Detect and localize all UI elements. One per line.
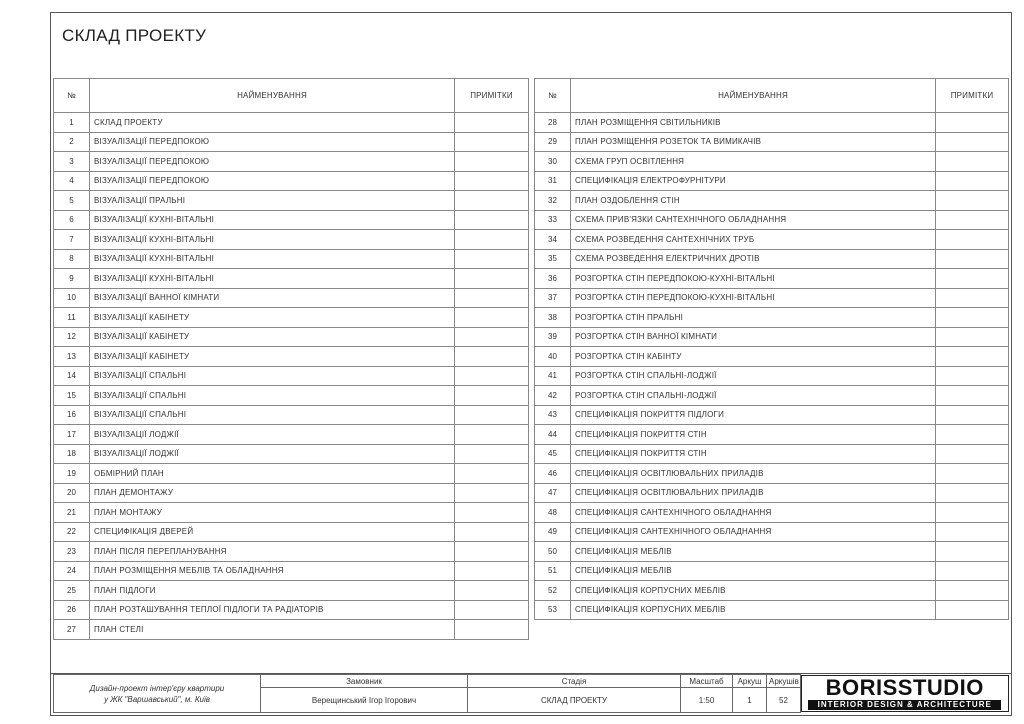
row-name: ВІЗУАЛІЗАЦІЇ КАБІНЕТУ xyxy=(90,308,455,328)
row-name: РОЗГОРТКА СТІН ПЕРЕДПОКОЮ-КУХНІ-ВІТАЛЬНІ xyxy=(571,288,936,308)
row-number: 22 xyxy=(54,522,90,542)
row-notes xyxy=(455,522,529,542)
sheets-value: 52 xyxy=(767,688,801,713)
row-notes xyxy=(936,600,1009,620)
table-row xyxy=(535,600,1009,620)
row-number: 17 xyxy=(54,425,90,445)
row-number: 9 xyxy=(54,269,90,289)
row-name: ВІЗУАЛІЗАЦІЇ СПАЛЬНІ xyxy=(90,366,455,386)
row-name: СКЛАД ПРОЕКТУ xyxy=(90,113,455,133)
table-row xyxy=(535,522,1009,542)
row-name: ВІЗУАЛІЗАЦІЇ ПЕРЕДПОКОЮ xyxy=(90,132,455,152)
row-name: СХЕМА РОЗВЕДЕННЯ ЕЛЕКТРИЧНИХ ДРОТІВ xyxy=(571,249,936,269)
row-number: 40 xyxy=(535,347,571,367)
row-name: РОЗГОРТКА СТІН КАБІНТУ xyxy=(571,347,936,367)
row-name: РОЗГОРТКА СТІН ПЕРЕДПОКОЮ-КУХНІ-ВІТАЛЬНІ xyxy=(571,269,936,289)
row-name: СПЕЦИФІКАЦІЯ ПОКРИТТЯ СТІН xyxy=(571,425,936,445)
row-name: ВІЗУАЛІЗАЦІЇ ПЕРЕДПОКОЮ xyxy=(90,171,455,191)
row-number: 21 xyxy=(54,503,90,523)
table-row xyxy=(54,503,529,523)
table-row xyxy=(54,620,529,640)
table-row xyxy=(54,288,529,308)
row-number: 46 xyxy=(535,464,571,484)
table-row xyxy=(54,249,529,269)
sheets-label: Аркушів xyxy=(767,675,801,688)
table-row xyxy=(54,152,529,172)
row-name: ПЛАН ПІСЛЯ ПЕРЕПЛАНУВАННЯ xyxy=(90,542,455,562)
row-number: 53 xyxy=(535,600,571,620)
row-number: 30 xyxy=(535,152,571,172)
table-row xyxy=(535,386,1009,406)
row-number: 33 xyxy=(535,210,571,230)
table-row xyxy=(54,210,529,230)
row-number: 28 xyxy=(535,113,571,133)
row-name: ПЛАН ОЗДОБЛЕННЯ СТІН xyxy=(571,191,936,211)
table-row xyxy=(535,366,1009,386)
row-number: 12 xyxy=(54,327,90,347)
table-row xyxy=(535,503,1009,523)
table-row xyxy=(54,327,529,347)
logo-cell xyxy=(801,675,1009,713)
row-name: РОЗГОРТКА СТІН СПАЛЬНІ-ЛОДЖІЇ xyxy=(571,366,936,386)
row-notes xyxy=(455,347,529,367)
row-name: СПЕЦИФІКАЦІЯ ДВЕРЕЙ xyxy=(90,522,455,542)
row-name: СПЕЦИФІКАЦІЯ САНТЕХНІЧНОГО ОБЛАДНАННЯ xyxy=(571,522,936,542)
row-notes xyxy=(936,210,1009,230)
row-name: ВІЗУАЛІЗАЦІЇ СПАЛЬНІ xyxy=(90,405,455,425)
row-number: 1 xyxy=(54,113,90,133)
row-name: ВІЗУАЛІЗАЦІЇ СПАЛЬНІ xyxy=(90,386,455,406)
row-notes xyxy=(455,249,529,269)
contents-table-left xyxy=(53,78,529,640)
table-row xyxy=(54,444,529,464)
scale-value: 1:50 xyxy=(681,688,733,713)
table-row xyxy=(54,113,529,133)
row-notes xyxy=(936,405,1009,425)
project-description xyxy=(54,675,261,713)
contents-table-right xyxy=(534,78,1009,620)
row-name: ВІЗУАЛІЗАЦІЇ ЛОДЖІЇ xyxy=(90,444,455,464)
row-notes xyxy=(455,308,529,328)
row-number: 5 xyxy=(54,191,90,211)
table-row xyxy=(54,308,529,328)
row-number: 50 xyxy=(535,542,571,562)
row-number: 26 xyxy=(54,600,90,620)
row-number: 32 xyxy=(535,191,571,211)
row-name: ПЛАН РОЗМІЩЕННЯ МЕБЛІВ ТА ОБЛАДНАННЯ xyxy=(90,561,455,581)
table-row xyxy=(54,366,529,386)
table-row xyxy=(535,269,1009,289)
row-notes xyxy=(936,152,1009,172)
header-notes: ПРИМІТКИ xyxy=(455,79,529,113)
stage-label: Стадія xyxy=(468,675,681,688)
row-number: 49 xyxy=(535,522,571,542)
table-row xyxy=(54,191,529,211)
row-notes xyxy=(455,581,529,601)
table-row xyxy=(535,444,1009,464)
row-number: 38 xyxy=(535,308,571,328)
row-number: 24 xyxy=(54,561,90,581)
row-name: РОЗГОРТКА СТІН ВАННОЇ КІМНАТИ xyxy=(571,327,936,347)
row-name: СХЕМА РОЗВЕДЕННЯ САНТЕХНІЧНИХ ТРУБ xyxy=(571,230,936,250)
row-number: 43 xyxy=(535,405,571,425)
table-row xyxy=(54,405,529,425)
row-name: ПЛАН РОЗМІЩЕННЯ РОЗЕТОК ТА ВИМИКАЧІВ xyxy=(571,132,936,152)
row-number: 16 xyxy=(54,405,90,425)
row-number: 29 xyxy=(535,132,571,152)
table-row xyxy=(535,191,1009,211)
row-number: 31 xyxy=(535,171,571,191)
row-name: СПЕЦИФІКАЦІЯ ЕЛЕКТРОФУРНІТУРИ xyxy=(571,171,936,191)
project-line-1: Дизайн-проект інтер'єру квартири xyxy=(89,683,225,693)
row-notes xyxy=(455,483,529,503)
table-row xyxy=(54,483,529,503)
row-name: СХЕМА ГРУП ОСВІТЛЕННЯ xyxy=(571,152,936,172)
row-name: ВІЗУАЛІЗАЦІЇ ЛОДЖІЇ xyxy=(90,425,455,445)
table-row xyxy=(54,132,529,152)
title-block xyxy=(53,674,1009,713)
row-notes xyxy=(455,405,529,425)
logo-main-text: BORISSTUDIO xyxy=(825,675,984,700)
row-name: СПЕЦИФІКАЦІЯ КОРПУСНИХ МЕБЛІВ xyxy=(571,581,936,601)
row-number: 14 xyxy=(54,366,90,386)
row-name: ВІЗУАЛІЗАЦІЇ КУХНІ-ВІТАЛЬНІ xyxy=(90,210,455,230)
row-notes xyxy=(936,542,1009,562)
row-notes xyxy=(455,171,529,191)
table-row xyxy=(535,464,1009,484)
row-name: СХЕМА ПРИВ'ЯЗКИ САНТЕХНІЧНОГО ОБЛАДНАННЯ xyxy=(571,210,936,230)
row-number: 42 xyxy=(535,386,571,406)
row-number: 6 xyxy=(54,210,90,230)
row-number: 37 xyxy=(535,288,571,308)
table-row xyxy=(54,522,529,542)
row-number: 36 xyxy=(535,269,571,289)
row-notes xyxy=(455,113,529,133)
row-notes xyxy=(455,542,529,562)
row-name: ПЛАН ПІДЛОГИ xyxy=(90,581,455,601)
row-name: ВІЗУАЛІЗАЦІЇ ПРАЛЬНІ xyxy=(90,191,455,211)
table-row xyxy=(54,581,529,601)
row-name: ПЛАН РОЗТАШУВАННЯ ТЕПЛОЇ ПІДЛОГИ ТА РАДІАТОРІВ xyxy=(90,600,455,620)
row-number: 19 xyxy=(54,464,90,484)
row-notes xyxy=(455,366,529,386)
row-notes xyxy=(936,386,1009,406)
sheet-value: 1 xyxy=(733,688,767,713)
table-row xyxy=(535,483,1009,503)
row-name: ПЛАН ДЕМОНТАЖУ xyxy=(90,483,455,503)
row-name: ВІЗУАЛІЗАЦІЇ КАБІНЕТУ xyxy=(90,327,455,347)
row-number: 41 xyxy=(535,366,571,386)
row-notes xyxy=(455,132,529,152)
row-notes xyxy=(455,230,529,250)
table-row xyxy=(535,327,1009,347)
row-notes xyxy=(455,503,529,523)
table-row xyxy=(535,132,1009,152)
row-notes xyxy=(455,561,529,581)
row-name: ВІЗУАЛІЗАЦІЇ КАБІНЕТУ xyxy=(90,347,455,367)
row-notes xyxy=(936,483,1009,503)
table-row xyxy=(54,347,529,367)
table-row xyxy=(54,269,529,289)
header-num: № xyxy=(54,79,90,113)
row-notes xyxy=(936,269,1009,289)
row-name: ВІЗУАЛІЗАЦІЇ КУХНІ-ВІТАЛЬНІ xyxy=(90,269,455,289)
page-title: СКЛАД ПРОЕКТУ xyxy=(62,26,207,45)
table-row xyxy=(54,386,529,406)
table-header-row xyxy=(535,79,1009,113)
row-notes xyxy=(936,191,1009,211)
row-notes xyxy=(455,288,529,308)
row-number: 35 xyxy=(535,249,571,269)
header-num: № xyxy=(535,79,571,113)
client-label: Замовник xyxy=(261,675,468,688)
table-row xyxy=(535,230,1009,250)
row-number: 25 xyxy=(54,581,90,601)
row-name: СПЕЦИФІКАЦІЯ ПОКРИТТЯ ПІДЛОГИ xyxy=(571,405,936,425)
logo-sub-text: INTERIOR DESIGN & ARCHITECTURE xyxy=(808,700,1001,710)
row-notes xyxy=(455,464,529,484)
header-name: НАЙМЕНУВАННЯ xyxy=(90,79,455,113)
row-number: 8 xyxy=(54,249,90,269)
row-name: СПЕЦИФІКАЦІЯ КОРПУСНИХ МЕБЛІВ xyxy=(571,600,936,620)
row-notes xyxy=(936,561,1009,581)
row-number: 18 xyxy=(54,444,90,464)
row-notes xyxy=(936,347,1009,367)
row-number: 7 xyxy=(54,230,90,250)
table-row xyxy=(54,542,529,562)
row-notes xyxy=(936,425,1009,445)
row-number: 23 xyxy=(54,542,90,562)
row-name: СПЕЦИФІКАЦІЯ ОСВІТЛЮВАЛЬНИХ ПРИЛАДІВ xyxy=(571,464,936,484)
row-number: 3 xyxy=(54,152,90,172)
table-row xyxy=(535,249,1009,269)
row-notes xyxy=(455,600,529,620)
row-notes xyxy=(936,444,1009,464)
table-row xyxy=(535,561,1009,581)
table-row xyxy=(535,113,1009,133)
row-name: СПЕЦИФІКАЦІЯ МЕБЛІВ xyxy=(571,542,936,562)
table-row xyxy=(535,152,1009,172)
table-row xyxy=(54,171,529,191)
row-number: 10 xyxy=(54,288,90,308)
row-notes xyxy=(455,269,529,289)
row-notes xyxy=(936,249,1009,269)
row-name: СПЕЦИФІКАЦІЯ ПОКРИТТЯ СТІН xyxy=(571,444,936,464)
table-row xyxy=(535,288,1009,308)
row-number: 4 xyxy=(54,171,90,191)
row-name: ВІЗУАЛІЗАЦІЇ КУХНІ-ВІТАЛЬНІ xyxy=(90,230,455,250)
row-notes xyxy=(455,386,529,406)
row-notes xyxy=(936,288,1009,308)
row-notes xyxy=(936,366,1009,386)
row-number: 39 xyxy=(535,327,571,347)
table-row xyxy=(535,210,1009,230)
header-notes: ПРИМІТКИ xyxy=(936,79,1009,113)
project-line-2: у ЖК "Варшавський", м. Київ xyxy=(104,694,210,704)
row-number: 48 xyxy=(535,503,571,523)
row-notes xyxy=(936,230,1009,250)
header-name: НАЙМЕНУВАННЯ xyxy=(571,79,936,113)
table-row xyxy=(535,425,1009,445)
row-notes xyxy=(455,210,529,230)
row-notes xyxy=(936,113,1009,133)
row-notes xyxy=(936,132,1009,152)
table-row xyxy=(535,405,1009,425)
row-name: ПЛАН РОЗМІЩЕННЯ СВІТИЛЬНИКІВ xyxy=(571,113,936,133)
row-name: СПЕЦИФІКАЦІЯ МЕБЛІВ xyxy=(571,561,936,581)
row-name: ВІЗУАЛІЗАЦІЇ КУХНІ-ВІТАЛЬНІ xyxy=(90,249,455,269)
row-notes xyxy=(455,327,529,347)
table-row xyxy=(54,464,529,484)
sheet-label: Аркуш xyxy=(733,675,767,688)
row-number: 52 xyxy=(535,581,571,601)
row-name: ОБМІРНИЙ ПЛАН xyxy=(90,464,455,484)
scale-label: Масштаб xyxy=(681,675,733,688)
row-name: РОЗГОРТКА СТІН СПАЛЬНІ-ЛОДЖІЇ xyxy=(571,386,936,406)
row-notes xyxy=(936,171,1009,191)
row-name: РОЗГОРТКА СТІН ПРАЛЬНІ xyxy=(571,308,936,328)
table-row xyxy=(535,581,1009,601)
row-number: 20 xyxy=(54,483,90,503)
row-notes xyxy=(455,620,529,640)
row-name: ВІЗУАЛІЗАЦІЇ ПЕРЕДПОКОЮ xyxy=(90,152,455,172)
row-name: СПЕЦИФІКАЦІЯ ОСВІТЛЮВАЛЬНИХ ПРИЛАДІВ xyxy=(571,483,936,503)
row-notes xyxy=(455,425,529,445)
row-number: 27 xyxy=(54,620,90,640)
row-notes xyxy=(936,327,1009,347)
table-row xyxy=(54,230,529,250)
row-number: 11 xyxy=(54,308,90,328)
row-number: 34 xyxy=(535,230,571,250)
row-number: 15 xyxy=(54,386,90,406)
row-name: СПЕЦИФІКАЦІЯ САНТЕХНІЧНОГО ОБЛАДНАННЯ xyxy=(571,503,936,523)
row-notes xyxy=(936,522,1009,542)
row-name: ПЛАН МОНТАЖУ xyxy=(90,503,455,523)
row-notes xyxy=(455,152,529,172)
row-notes xyxy=(936,464,1009,484)
row-notes xyxy=(455,191,529,211)
borisstudio-logo xyxy=(801,675,1009,712)
row-number: 51 xyxy=(535,561,571,581)
client-value: Верещинський Ігор Ігорович xyxy=(261,688,468,713)
row-number: 13 xyxy=(54,347,90,367)
row-name: ВІЗУАЛІЗАЦІЇ ВАННОЇ КІМНАТИ xyxy=(90,288,455,308)
row-notes xyxy=(936,503,1009,523)
table-row xyxy=(535,171,1009,191)
row-name: ПЛАН СТЕЛІ xyxy=(90,620,455,640)
table-row xyxy=(535,308,1009,328)
row-notes xyxy=(936,581,1009,601)
row-number: 2 xyxy=(54,132,90,152)
table-row xyxy=(54,561,529,581)
row-number: 47 xyxy=(535,483,571,503)
stage-value: СКЛАД ПРОЕКТУ xyxy=(468,688,681,713)
row-notes xyxy=(455,444,529,464)
row-number: 44 xyxy=(535,425,571,445)
table-header-row xyxy=(54,79,529,113)
table-row xyxy=(54,425,529,445)
row-notes xyxy=(936,308,1009,328)
table-row xyxy=(54,600,529,620)
row-number: 45 xyxy=(535,444,571,464)
table-row xyxy=(535,542,1009,562)
table-row xyxy=(535,347,1009,367)
